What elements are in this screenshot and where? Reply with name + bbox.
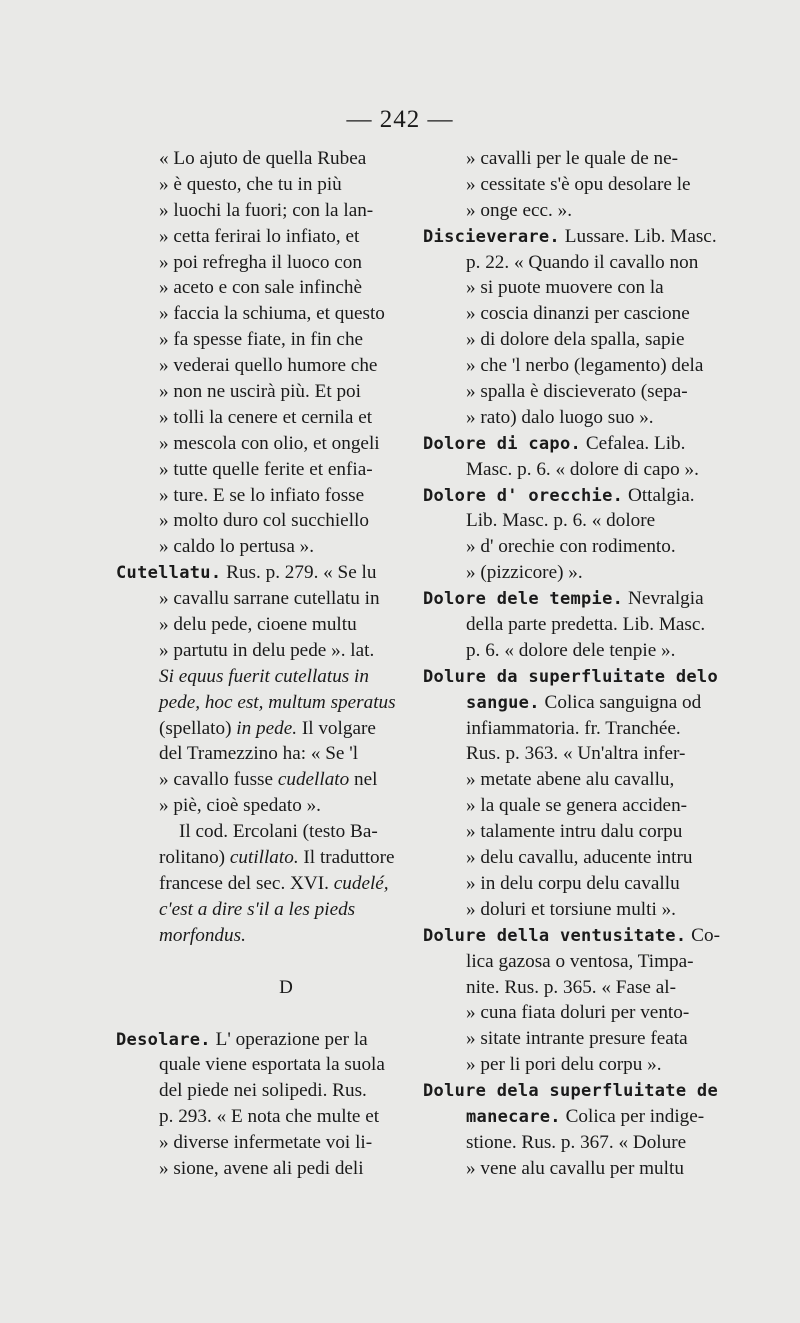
left-column [116, 146, 416, 1182]
text-line [116, 172, 416, 198]
text-line [423, 897, 713, 923]
line-text: » doluri et torsiune multi ». [466, 898, 676, 920]
line-text: rolitano) [159, 847, 230, 869]
text-line [423, 793, 713, 819]
italic-text: c'est a dire s'il a les pieds [159, 898, 356, 920]
entry-headword-line [116, 560, 416, 586]
line-text: » cavallu sarrane cutellatu in [159, 588, 380, 610]
headword: Dolure da superfluitate delo [423, 666, 718, 687]
text-line [116, 405, 416, 431]
line-text: » ture. E se lo infiato fosse [159, 484, 365, 506]
headword: Dolore d' orecchie. [423, 485, 624, 506]
line-text: » onge ecc. ». [466, 199, 573, 221]
entry-headword-line [116, 1027, 416, 1053]
line-text: » diverse infermetate voi li- [159, 1132, 373, 1154]
text-line [116, 612, 416, 638]
line-text: Colica per indige- [560, 1105, 705, 1127]
headword: Dolore di capo. [423, 433, 582, 454]
text-line [423, 1052, 713, 1078]
line-text: Nevralgia [623, 588, 704, 610]
text-line [423, 560, 713, 586]
line-text: nite. Rus. p. 365. « Fase al- [466, 976, 676, 998]
line-text: » per li pori delu corpu ». [466, 1054, 662, 1076]
text-line [116, 586, 416, 612]
line-text: Ottalgia. [623, 484, 695, 506]
italic-text: pede, hoc est, multum speratus [159, 691, 396, 713]
text-line [423, 871, 713, 897]
page-number: — 242 — [346, 106, 454, 133]
line-gap [116, 949, 416, 975]
text-line [423, 534, 713, 560]
headword: Discieverare. [423, 226, 560, 247]
line-text: » la quale se genera acciden- [466, 795, 688, 817]
headword: Dolure dela superfluitate de [423, 1081, 718, 1102]
line-text: » d' orechie con rodimento. [466, 536, 676, 558]
line-gap [116, 1001, 416, 1027]
text-line [423, 975, 713, 1001]
text-line [423, 146, 713, 172]
text-line [116, 1052, 416, 1078]
entry-headword-line [423, 224, 717, 250]
text-line [116, 923, 416, 949]
line-text: p. 6. « dolore dele tenpie ». [466, 639, 676, 661]
text-line [423, 690, 713, 716]
text-line [423, 379, 713, 405]
line-text: stione. Rus. p. 367. « Dolure [466, 1131, 687, 1153]
entry-headword-line [423, 431, 713, 457]
line-text: » tolli la cenere et cernila et [159, 406, 373, 428]
line-text: » caldo lo pertusa ». [159, 536, 315, 558]
line-text: » è questo, che tu in più [159, 173, 342, 195]
text-line [116, 198, 416, 224]
line-text: » cetta ferirai lo infiato, et [159, 225, 360, 247]
text-line [423, 716, 713, 742]
line-text: » partutu in delu pede ». lat. [159, 639, 375, 661]
line-text: » talamente intru dalu corpu [466, 821, 683, 843]
text-line [116, 767, 416, 793]
text-line [423, 405, 713, 431]
line-text: « Lo ajuto de quella Rubea [159, 148, 367, 169]
line-text: » cavalli per le quale de ne- [466, 148, 679, 169]
text-line [116, 845, 416, 871]
line-text: » spalla è discieverato (sepa- [466, 381, 688, 403]
line-text: » fa spesse fiate, in fin che [159, 329, 364, 351]
line-text: del piede nei solipedi. Rus. [159, 1080, 367, 1102]
line-text: » di dolore dela spalla, sapie [466, 329, 685, 351]
line-text: » si puote muovere con la [466, 277, 664, 299]
line-text: » mescola con olio, et ongeli [159, 432, 380, 454]
line-text: L' operazione per la [210, 1028, 368, 1050]
line-text: » cessitate s'è opu desolare le [466, 173, 691, 195]
line-text: quale viene esportata la suola [159, 1054, 385, 1076]
line-text: » non ne uscirà più. Et poi [159, 381, 361, 403]
text-line [116, 690, 416, 716]
text-line [423, 741, 713, 767]
line-text: » vene alu cavallu per multu [466, 1157, 684, 1179]
line-text: francese del sec. XVI. [159, 872, 334, 894]
text-line [116, 534, 416, 560]
text-line [423, 845, 713, 871]
text-line [423, 612, 713, 638]
line-text: » vederai quello humore che [159, 355, 378, 377]
text-line [116, 224, 416, 250]
headword: manecare. [466, 1106, 561, 1127]
text-line [423, 275, 713, 301]
right-column [423, 146, 720, 1182]
line-text: Il traduttore [298, 847, 395, 869]
text-line [116, 819, 416, 845]
headword: Desolare. [116, 1029, 211, 1050]
text-line [423, 638, 713, 664]
italic-text: cutillato. [229, 847, 299, 869]
line-text: » piè, cioè spedato ». [159, 795, 321, 817]
text-line [116, 431, 416, 457]
entry-headword-line [423, 1078, 718, 1104]
text-line [423, 767, 713, 793]
headword: Dolure della ventusitate. [423, 925, 687, 946]
text-line [116, 897, 416, 923]
headword: Dolore dele tempie. [423, 589, 624, 610]
line-text: nel [349, 769, 378, 791]
line-text: » (pizzicore) ». [466, 562, 583, 584]
text-line [116, 508, 416, 534]
section-letter: D [279, 976, 293, 998]
text-line [116, 301, 416, 327]
text-line [423, 353, 713, 379]
line-text: » sione, avene ali pedi deli [159, 1157, 364, 1179]
line-text: Il cod. Ercolani (testo Ba- [179, 821, 378, 843]
line-text: » metate abene alu cavallu, [466, 769, 675, 791]
line-text: » delu cavallu, aducente intru [466, 847, 693, 869]
text-line [116, 275, 416, 301]
line-text: » tutte quelle ferite et enfia- [159, 458, 373, 480]
line-text: del Tramezzino ha: « Se 'l [159, 743, 359, 765]
line-text: » molto duro col succhiello [159, 510, 369, 532]
line-text: p. 22. « Quando il cavallo non [466, 251, 699, 273]
italic-text: cudellato [277, 769, 350, 791]
italic-text: morfondus. [159, 924, 246, 946]
line-text: Masc. p. 6. « dolore di capo ». [466, 458, 699, 480]
text-line [116, 871, 416, 897]
text-line [423, 819, 713, 845]
text-line [423, 457, 713, 483]
text-line [423, 1000, 713, 1026]
line-text: » rato) dalo luogo suo ». [466, 406, 654, 428]
text-line [116, 379, 416, 405]
text-line [116, 638, 416, 664]
text-line [423, 949, 713, 975]
entry-headword-line [423, 664, 718, 690]
line-text: » cuna fiata doluri per vento- [466, 1002, 690, 1024]
line-text: lica gazosa o ventosa, Timpa- [466, 950, 694, 972]
text-line [423, 250, 713, 276]
line-text: » in delu corpu delu cavallu [466, 872, 680, 894]
line-text: » delu pede, cioene multu [159, 614, 357, 636]
line-text: Cefalea. Lib. [581, 432, 686, 454]
italic-text: in pede. [236, 717, 298, 739]
text-line [116, 327, 416, 353]
text-line [423, 508, 713, 534]
entry-headword-line [423, 586, 713, 612]
line-text: » che 'l nerbo (legamento) dela [466, 355, 704, 377]
line-text: » luochi la fuori; con la lan- [159, 199, 374, 221]
text-line [116, 716, 416, 742]
text-line [116, 741, 416, 767]
line-text: p. 293. « E nota che multe et [159, 1106, 380, 1128]
line-text: » aceto e con sale infinchè [159, 277, 362, 299]
text-line [116, 353, 416, 379]
text-line [116, 1078, 416, 1104]
line-text: » sitate intrante presure feata [466, 1028, 688, 1050]
line-text: (spellato) [159, 717, 237, 739]
text-line [116, 457, 416, 483]
text-line [423, 1104, 713, 1130]
text-line [423, 1130, 713, 1156]
text-line [116, 250, 416, 276]
italic-text: cudelé, [333, 872, 389, 894]
entry-headword-line [423, 483, 713, 509]
text-line [116, 664, 416, 690]
line-text: Il volgare [297, 717, 376, 739]
line-text: infiammatoria. fr. Tranchée. [466, 717, 681, 739]
text-line [116, 483, 416, 509]
text-line [116, 146, 416, 172]
line-text: » poi refregha il luoco con [159, 251, 362, 273]
line-text: Colica sanguigna od [539, 691, 702, 713]
text-line [423, 327, 713, 353]
text-line [116, 1130, 416, 1156]
text-line [423, 301, 713, 327]
text-line [423, 172, 713, 198]
line-text: Co- [686, 924, 720, 946]
line-text: Lib. Masc. p. 6. « dolore [466, 510, 656, 532]
entry-headword-line [423, 923, 720, 949]
line-text: » cavallo fusse [159, 769, 278, 791]
headword: Cutellatu. [116, 563, 222, 584]
text-line [116, 793, 416, 819]
text-line [423, 1156, 713, 1182]
text-line [116, 1156, 416, 1182]
text-line [116, 1104, 416, 1130]
line-text: della parte predetta. Lib. Masc. [466, 614, 706, 636]
text-line [423, 198, 713, 224]
line-text: » faccia la schiuma, et questo [159, 303, 385, 325]
line-text: Rus. p. 363. « Un'altra infer- [466, 743, 686, 765]
line-text: Rus. p. 279. « Se lu [221, 562, 377, 584]
italic-text: Si equus fuerit cutellatus in [159, 665, 369, 687]
headword: sangue. [466, 692, 540, 713]
text-line [423, 1026, 713, 1052]
line-text: » coscia dinanzi per cascione [466, 303, 690, 325]
line-text: Lussare. Lib. Masc. [559, 225, 717, 247]
